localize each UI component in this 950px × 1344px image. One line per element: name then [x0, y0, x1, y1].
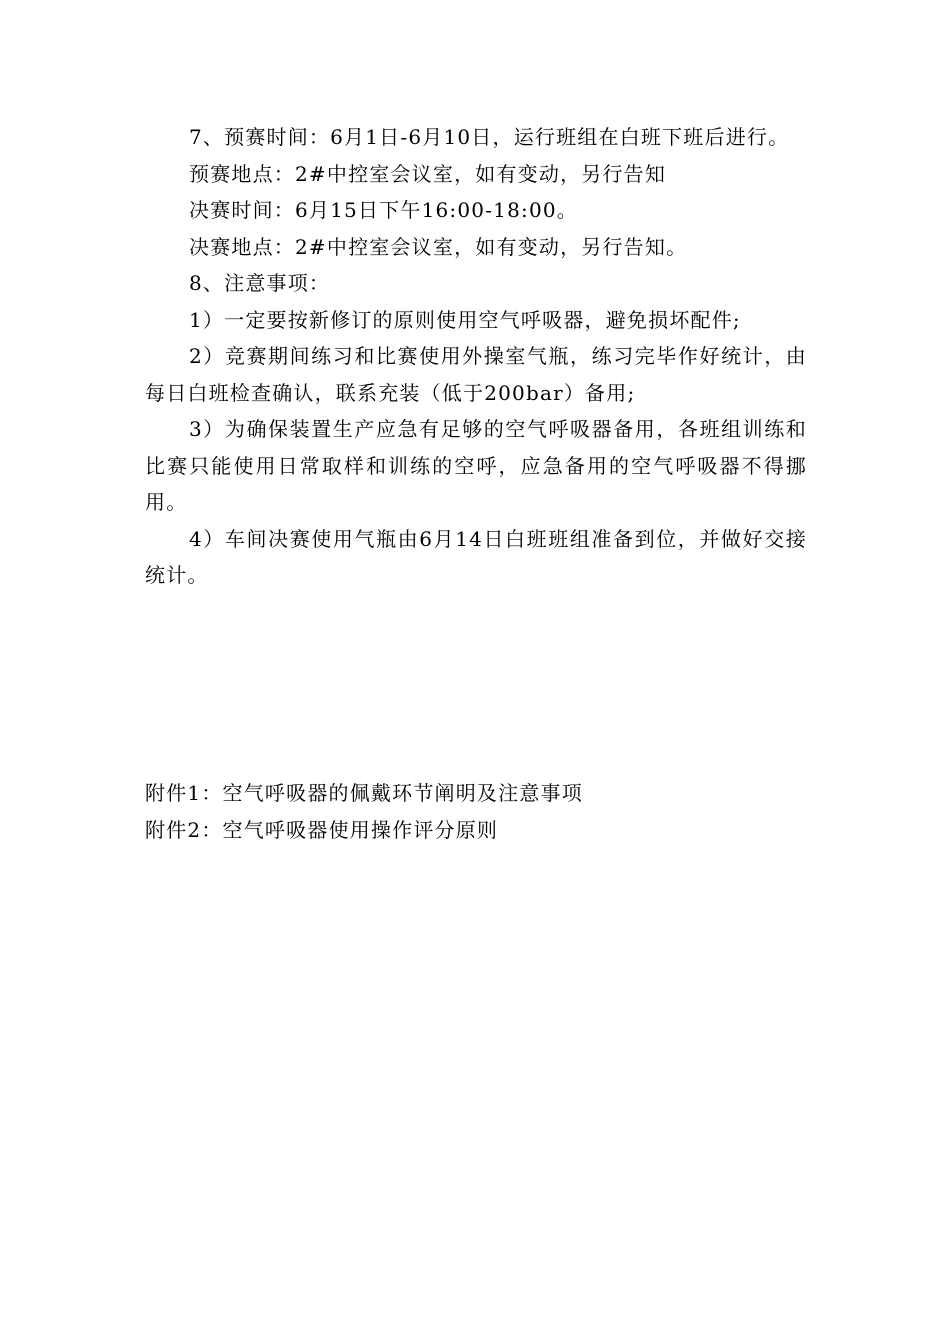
paragraph-note-4: 4）车间决赛使用气瓶由6月14日白班班组准备到位，并做好交接统计。 — [145, 526, 807, 587]
paragraph-preliminary-time: 7、预赛时间：6月1日-6月10日，运行班组在白班下班后进行。 — [189, 125, 790, 149]
paragraph-final-location: 决赛地点：2#中控室会议室，如有变动，另行告知。 — [189, 234, 688, 259]
attachment-1: 附件1：空气呼吸器的佩戴环节阐明及注意事项 — [145, 781, 583, 805]
paragraph-final-time: 决赛时间：6月15日下午16:00-18:00。 — [189, 198, 579, 222]
paragraph-note-2: 2）竞赛期间练习和比赛使用外操室气瓶，练习完毕作好统计，由每日白班检查确认，联系充装（低于200bar）备用; — [145, 344, 807, 405]
document-body — [145, 119, 807, 594]
paragraph-notes-heading: 8、注意事项： — [189, 271, 331, 295]
paragraph-note-3: 3）为确保装置生产应急有足够的空气呼吸器备用，各班组训练和比赛只能使用日常取样和训练的空呼，应急备用的空气呼吸器不得挪用。 — [145, 417, 807, 514]
paragraph-note-1: 1）一定要按新修订的原则使用空气呼吸器，避免损坏配件; — [189, 307, 741, 332]
attachment-2: 附件2：空气呼吸器使用操作评分原则 — [145, 817, 499, 842]
attachments-list — [145, 775, 807, 848]
paragraph-preliminary-location: 预赛地点：2#中控室会议室，如有变动，另行告知 — [189, 161, 667, 186]
